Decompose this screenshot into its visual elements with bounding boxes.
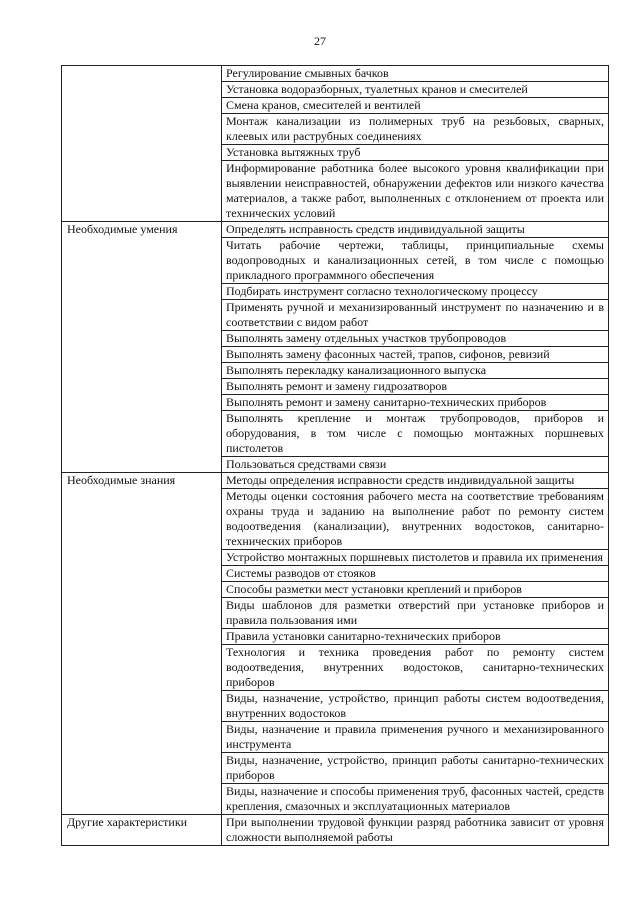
requirements-table — [61, 65, 609, 846]
requirement-item: Информирование работника более высокого уровня квалификации при выявлении неисправностей, обнаружении дефектов или низкого качества материалов, а также работ, выполненных с отклонением от проекта или технических условий — [222, 161, 609, 222]
requirement-item: Технология и техника проведения работ по ремонту систем водоотведения, внутренних водостоков, санитарно-технических приборов — [222, 645, 609, 691]
requirement-item: Определять исправность средств индивидуальной защиты — [222, 222, 609, 238]
requirement-item: Выполнять замену фасонных частей, трапов, сифонов, ревизий — [222, 347, 609, 363]
requirement-item: Правила установки санитарно-технических приборов — [222, 629, 609, 645]
requirement-item: Виды шаблонов для разметки отверстий при установке приборов и правила пользования ими — [222, 598, 609, 629]
requirement-item: Пользоваться средствами связи — [222, 457, 609, 473]
table-row — [62, 66, 609, 82]
requirement-item: Виды, назначение, устройство, принцип работы санитарно-технических приборов — [222, 753, 609, 784]
requirement-item: Установка водоразборных, туалетных кранов и смесителей — [222, 82, 609, 98]
requirement-item: Смена кранов, смесителей и вентилей — [222, 98, 609, 114]
requirement-item: Читать рабочие чертежи, таблицы, принципиальные схемы водопроводных и канализационных сетей, в том числе с помощью прикладного программного обеспечения — [222, 238, 609, 284]
requirement-item: Выполнять перекладку канализационного выпуска — [222, 363, 609, 379]
requirement-item: Выполнять ремонт и замену санитарно-технических приборов — [222, 395, 609, 411]
table-row — [62, 473, 609, 489]
row-label: Другие характеристики — [62, 815, 222, 846]
requirement-item: Виды, назначение и правила применения ручного и механизированного инструмента — [222, 722, 609, 753]
requirement-item: Методы оценки состояния рабочего места на соответствие требованиям охраны труда и заданию на выполнение работ по ремонту систем водоотведения (канализации), внутренних водостоков, санитарно-технических приборов — [222, 489, 609, 550]
requirement-item: Применять ручной и механизированный инструмент по назначению и в соответствии с видом работ — [222, 300, 609, 331]
requirement-item: Устройство монтажных поршневых пистолетов и правила их применения — [222, 550, 609, 566]
requirement-item: При выполнении трудовой функции разряд работника зависит от уровня сложности выполняемой работы — [222, 815, 609, 846]
requirement-item: Системы разводов от стояков — [222, 566, 609, 582]
requirement-item: Выполнять крепление и монтаж трубопроводов, приборов и оборудования, в том числе с помощью монтажных поршневых пистолетов — [222, 411, 609, 457]
requirement-item: Виды, назначение, устройство, принцип работы систем водоотведения, внутренних водостоков — [222, 691, 609, 722]
row-label — [62, 66, 222, 222]
requirement-item: Выполнять замену отдельных участков трубопроводов — [222, 331, 609, 347]
requirement-item: Подбирать инструмент согласно технологическому процессу — [222, 284, 609, 300]
requirement-item: Установка вытяжных труб — [222, 145, 609, 161]
requirement-item: Методы определения исправности средств индивидуальной защиты — [222, 473, 609, 489]
requirement-item: Виды, назначение и способы применения труб, фасонных частей, средств крепления, смазочных и эксплуатационных материалов — [222, 784, 609, 815]
table-row — [62, 815, 609, 846]
requirement-item: Регулирование смывных бачков — [222, 66, 609, 82]
requirement-item: Выполнять ремонт и замену гидрозатворов — [222, 379, 609, 395]
row-label: Необходимые знания — [62, 473, 222, 815]
table-row — [62, 222, 609, 238]
page-number: 27 — [314, 34, 326, 48]
requirement-item: Способы разметки мест установки креплений и приборов — [222, 582, 609, 598]
row-label: Необходимые умения — [62, 222, 222, 473]
requirement-item: Монтаж канализации из полимерных труб на резьбовых, сварных, клеевых или раструбных соединениях — [222, 114, 609, 145]
